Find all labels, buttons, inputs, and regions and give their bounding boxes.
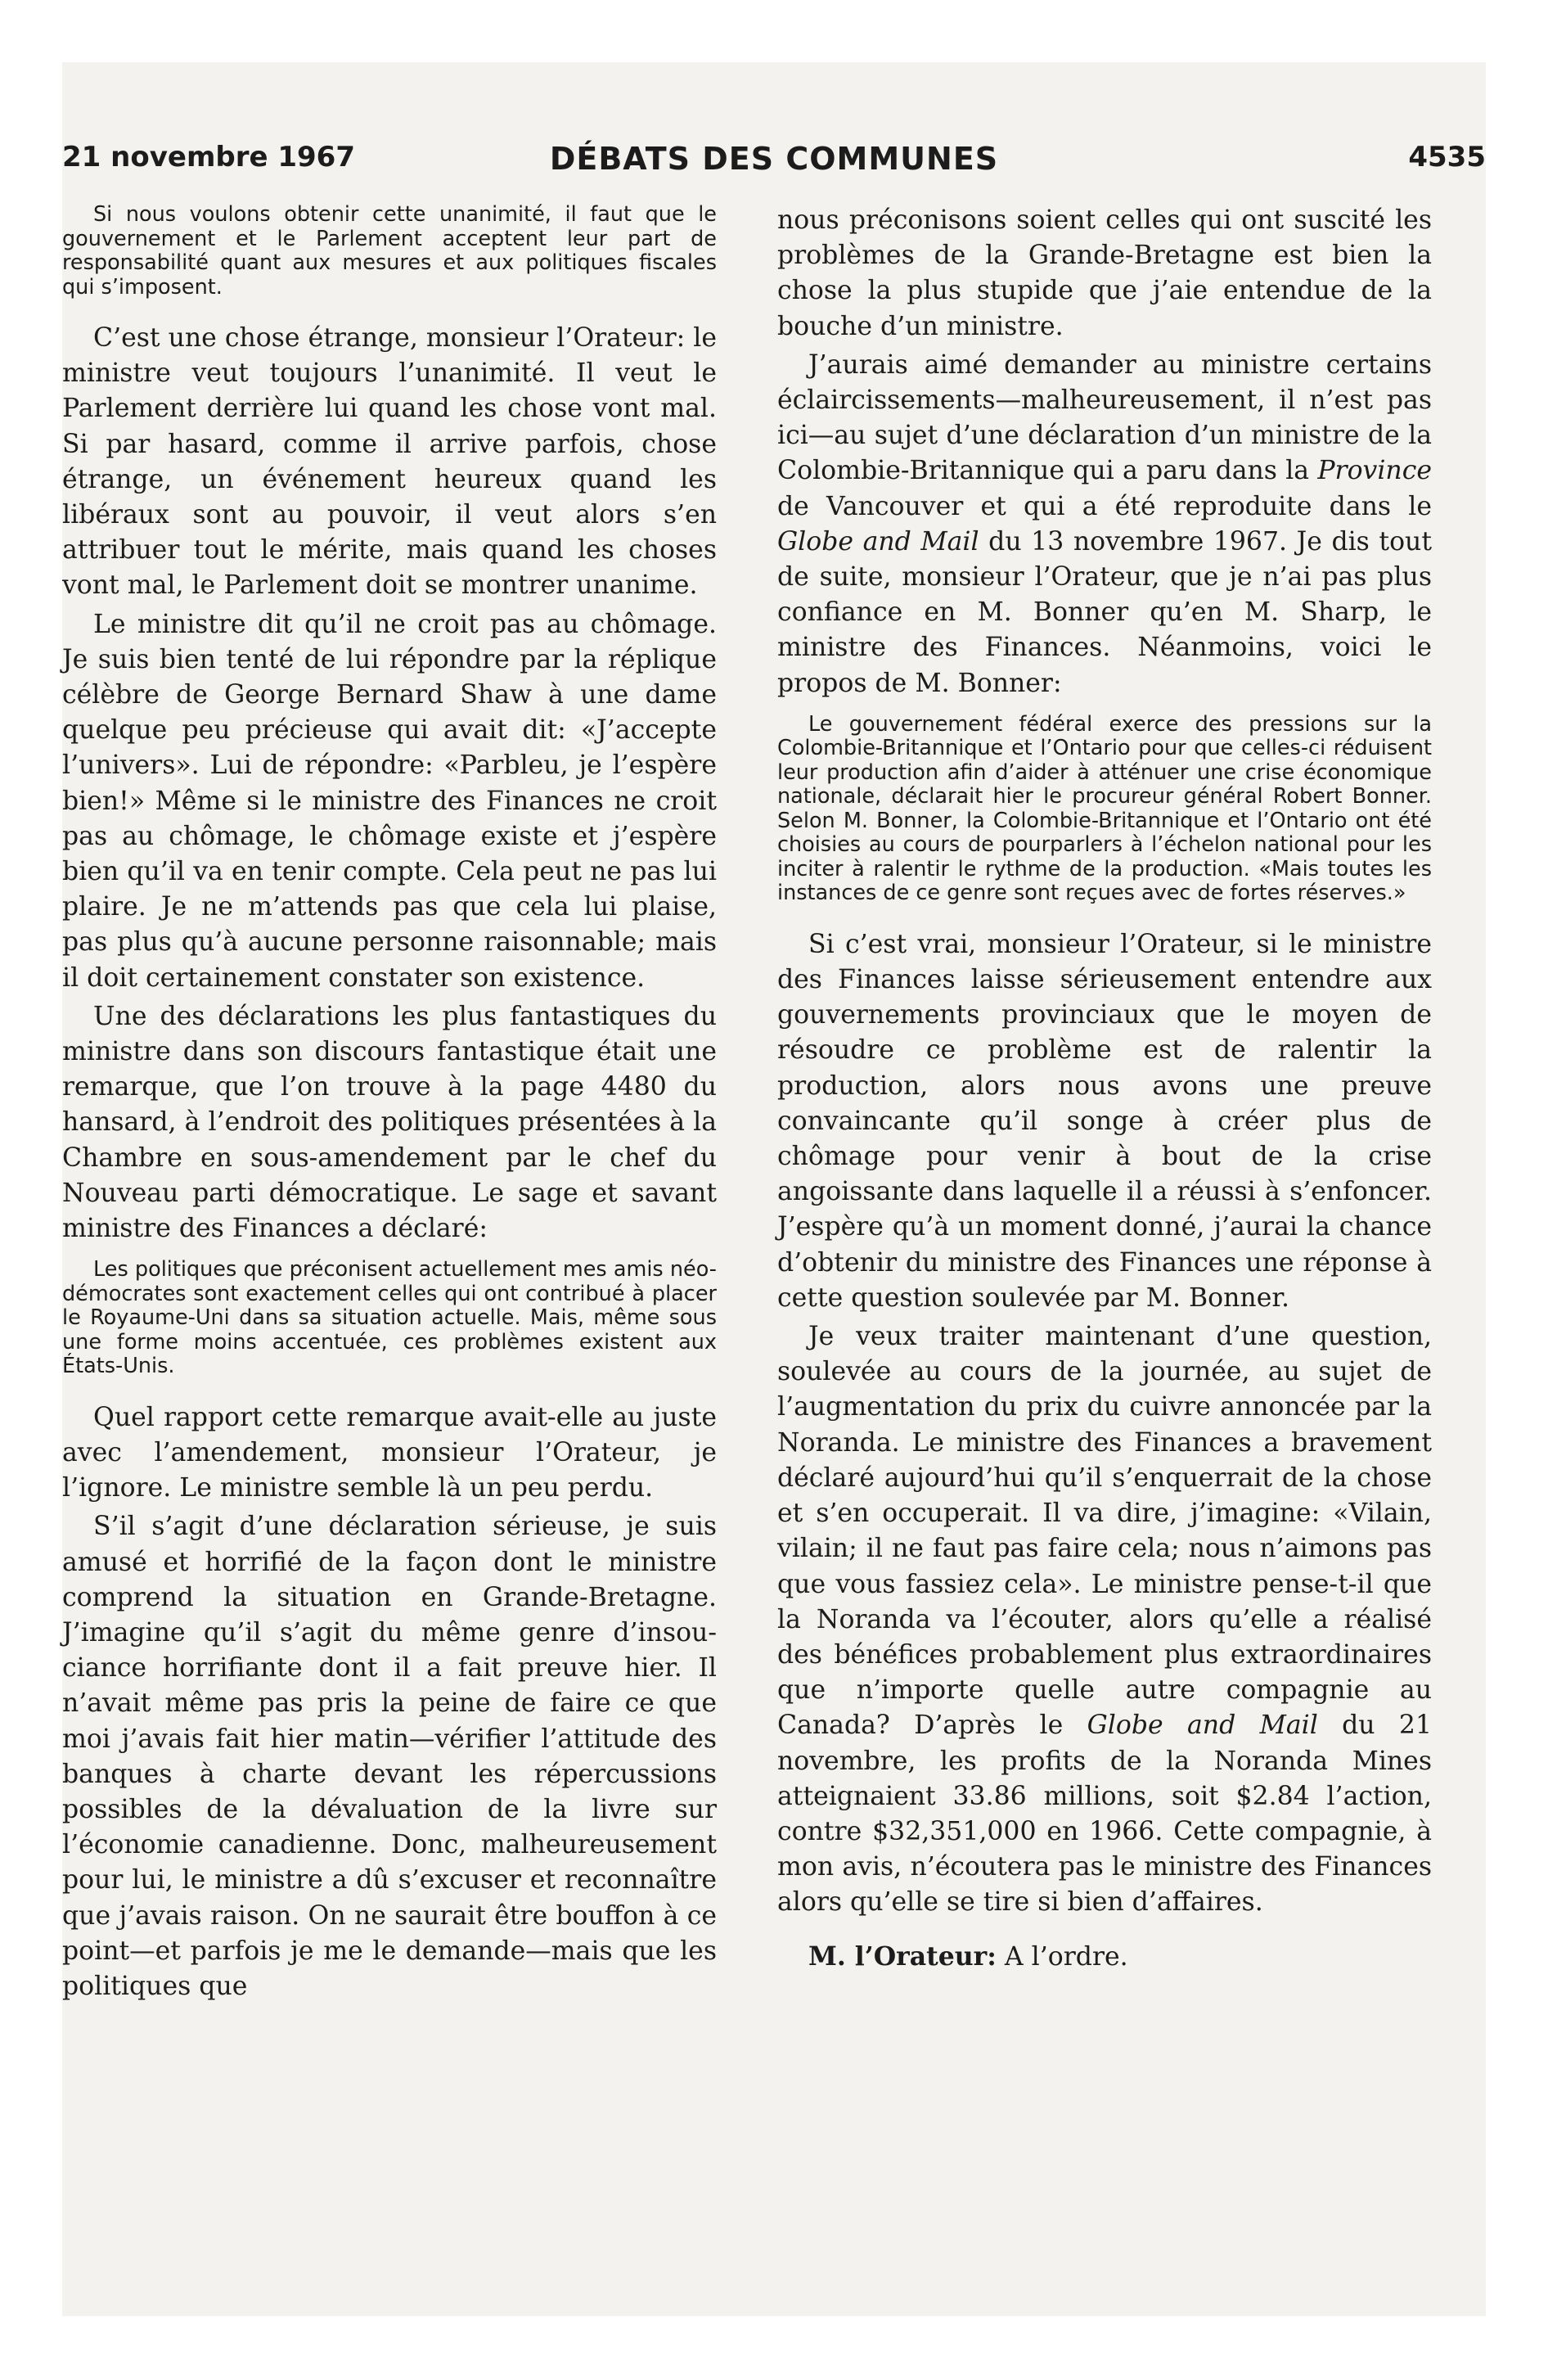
speaker-label: M. l’Orateur:	[808, 1941, 997, 1972]
page-number: 4535	[1408, 141, 1486, 174]
right-p4-text-b: du 21 novembre, les profits de la Noranda Mines atteignaient 33.86 millions, soit $2.84 l’action, contre $32,351,000 en 1966. Cette compagnie, à mon avis, n’écoutera pas le ministre des Finances alors qu’elle se tire si bien d’affaires.	[777, 1711, 1432, 1918]
header-title: DÉBATS DES COMMUNES	[549, 141, 999, 177]
right-paragraph-3: Si c’est vrai, monsieur l’Orateur, si le ministre des Finances laisse sérieusement entendre aux gouvernements provinciaux que le moyen de résoudre ce problème est de ralentir la production, alors nous avons une preuve convaincante qu’il songe à créer plus de chômage pour venir à bout de la crise angoissante dans laquelle il a réussi à s’enfoncer. J’espère qu’à un moment donné, j’aurai la chance d’obtenir du ministre des Finances une réponse à cette question soulevée par M. Bonner.	[777, 929, 1432, 1313]
left-paragraph-3: Le ministre dit qu’il ne croit pas au chômage. Je suis bien tenté de lui répondre par la réplique célèbre de George Bernard Shaw à une dame quelque peu précieuse qui avait dit: «J’accepte l’univers». Lui de répondre: «Parbleu, je l’espère bien!» Même si le ministre des Finances ne croit pas au chômage, le chômage existe et j’espère bien qu’il va en tenir compte. Cela peut ne pas lui plaire. Je ne m’attends pas que cela lui plaise, pas plus qu’à aucune personne raisonnable; mais il doit certainement constater son existence.	[62, 609, 717, 993]
left-paragraph-2: C’est une chose étrange, monsieur l’Orateur: le ministre veut toujours l’unanimité. Il veut le Parlement derrière lui quand les chose vont mal. Si par hasard, comme il arrive parfois, chose étrange, un événement heureux quand les libéraux sont au pouvoir, il veut alors s’en attribuer tout le mérite, mais quand les choses vont mal, le Parlement doit se montrer unanime.	[62, 323, 717, 601]
right-paragraph-4	[777, 1319, 1432, 1920]
right-p4-text-a: Je veux traiter maintenant d’une question, soulevée au cours de la journée, au sujet de l’augmentation du prix du cuivre annoncée par la Noranda. Le ministre des Finances a bravement déclaré aujourd’hui qu’il s’enquerrait de la chose et s’en occuperait. Il va dire, j’imagine: «Vilain, vilain; il ne faut pas faire cela; nous n’aimons pas que vous fassiez cela». Le ministre pense-t-il que la Noranda va l’écouter, alors qu’elle a réalisé des bénéfices probablement plus extraordinaires que n’importe quelle autre compagnie au Canada? D’après le	[777, 1322, 1432, 1741]
header-date: 21 novembre 1967	[62, 141, 355, 174]
left-paragraph-5: Quel rapport cette remarque avait-elle au juste avec l’amendement, monsieur l’Orateur, je l’ignore. Le ministre semble là un peu perdu.	[62, 1402, 717, 1503]
right-p2-text-b: de Vancouver et qui a été reproduite dans le	[777, 491, 1432, 521]
newspaper-province: Province	[1317, 456, 1432, 486]
left-quote: Les politiques que préconisent actuellement mes amis néo-démocrates sont exactement celles qui ont contribué à placer le Royaume-Uni dans sa situation actuelle. Mais, même sous une forme moins accentuée, ces problèmes existent aux États-Unis.	[62, 1257, 717, 1379]
right-p2-text-a: J’aurais aimé demander au ministre certains éclaircissements—malheureusement, il n’est pas ici—au sujet d’une déclaration d’un ministre de la Colombie-Britannique qui a paru dans la	[777, 349, 1432, 486]
right-column	[777, 203, 1432, 1975]
newspaper-globe-and-mail-2: Globe and Mail	[1087, 1711, 1318, 1741]
right-paragraph-5	[777, 1939, 1432, 1975]
left-paragraph-6: S’il s’agit d’une déclaration sérieuse, je suis amusé et horrifié de la façon dont le ministre comprend la situation en Grande-Bretagne. J’imagine qu’il s’agit du même genre d’insouciance horrifiante dont il a fait preuve hier. Il n’avait même pas pris la peine de faire ce que moi j’avais fait hier matin—vérifier l’attitude des banques à charte devant les répercussions possibles de la dévaluation de la livre sur l’économie canadienne. Donc, malheureusement pour lui, le ministre a dû s’excuser et reconnaître que j’avais raison. On ne saurait être bouffon à ce point—et parfois je me le demande—mais que les politiques que	[62, 1512, 717, 2002]
left-paragraph-1: Si nous voulons obtenir cette unanimité, il faut que le gouvernement et le Parlement acceptent leur part de responsabilité quant aux mesures et aux politiques fiscales qui s’imposent.	[62, 202, 717, 300]
document-page	[62, 62, 1486, 2316]
left-column	[62, 203, 717, 2004]
right-p2-text-c: du 13 novembre 1967. Je dis tout de suite, monsieur l’Orateur, que je n’ai pas plus confiance en M. Bonner qu’en M. Sharp, le ministre des Finances. Néanmoins, voici le propos de M. Bonner:	[777, 526, 1432, 698]
right-paragraph-1: nous préconisons soient celles qui ont suscité les problèmes de la Grande-Bretagne est bien la chose la plus stupide que j’aie entendue de la bouche d’un ministre.	[777, 205, 1432, 341]
speaker-text: A l’ordre.	[996, 1941, 1128, 1972]
right-quote: Le gouvernement fédéral exerce des pressions sur la Colombie-Britannique et l’Ontario pour que celles-ci réduisent leur production afin d’aider à atténuer une crise économique nationale, déclarait hier le procureur général Robert Bonner. Selon M. Bonner, la Colombie-Britannique et l’Ontario ont été choisies au cours de pourparlers à l’échelon national pour les inciter à ralentir le rythme de la production. «Mais toutes les instances de ce genre sont reçues avec de fortes réserves.»	[777, 711, 1432, 906]
newspaper-globe-and-mail: Globe and Mail	[777, 526, 979, 557]
left-paragraph-4: Une des déclarations les plus fantastiques du ministre dans son discours fantastique était une remarque, que l’on trouve à la page 4480 du hansard, à l’endroit des politiques présentées à la Chambre en sous-amendement par le chef du Nouveau parti démocratique. Le sage et savant ministre des Finances a déclaré:	[62, 1001, 717, 1244]
right-paragraph-2	[777, 348, 1432, 701]
page-header	[62, 141, 1486, 190]
